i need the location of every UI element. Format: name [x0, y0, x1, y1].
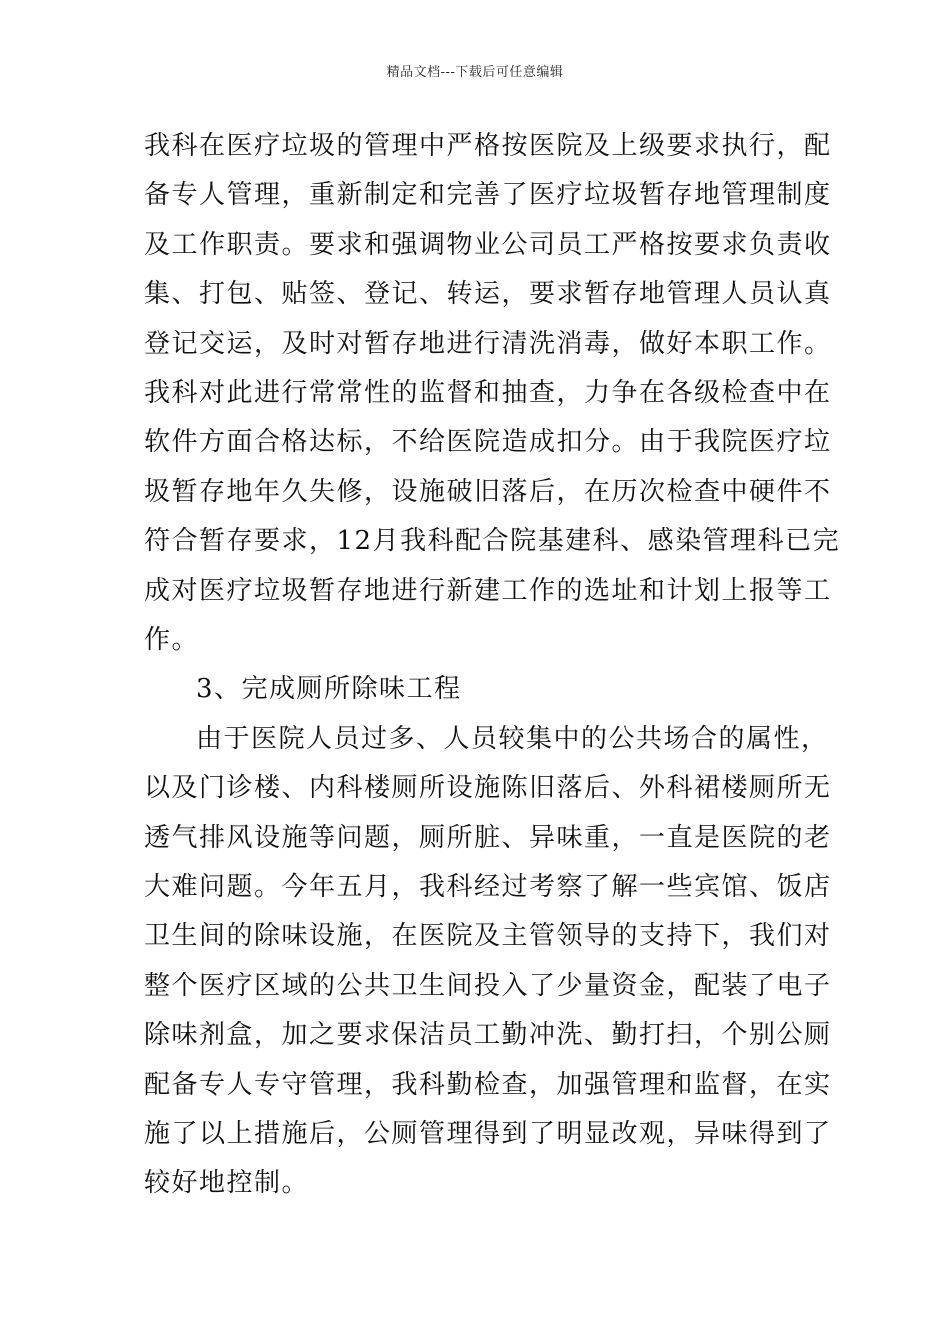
text-line: 圾暂存地年久失修，设施破旧落后，在历次检查中硬件不: [144, 476, 832, 507]
text-line: 大难问题。今年五月，我科经过考察了解一些宾馆、饭店: [144, 872, 832, 902]
text-line: 成对医疗垃圾暂存地进行新建工作的选址和计划上报等工: [144, 575, 832, 606]
text-line: 透气排风设施等问题，厕所脏、异味重，一直是医院的老: [144, 822, 832, 853]
page-header: 精品文档---下载后可任意编辑: [386, 65, 564, 80]
text-line: 登记交运，及时对暂存地进行清洗消毒，做好本职工作。: [144, 328, 832, 359]
text-line: 卫生间的除味设施，在医院及主管领导的支持下，我们对: [144, 921, 832, 952]
text-line: 3、完成厕所除味工程: [196, 674, 462, 705]
text-line: 作。: [144, 625, 200, 655]
text-line: 我科在医疗垃圾的管理中严格按医院及上级要求执行，配: [144, 131, 832, 161]
text-line: 备专人管理，重新制定和完善了医疗垃圾暂存地管理制度: [144, 180, 832, 211]
text-line: 由于医院人员过多、人员较集中的公共场合的属性，: [196, 723, 829, 754]
text-line: 符合暂存要求，12月我科配合院基建科、感染管理科已完: [144, 526, 841, 557]
text-line: 整个医疗区域的公共卫生间投入了少量资金，配装了电子: [144, 970, 832, 1001]
text-line: 软件方面合格达标，不给医院造成扣分。由于我院医疗垃: [144, 427, 832, 458]
text-line: 施了以上措施后，公厕管理得到了明显改观，异味得到了: [144, 1119, 832, 1149]
text-line: 以及门诊楼、内科楼厕所设施陈旧落后、外科裙楼厕所无: [144, 773, 832, 804]
text-line: 集、打包、贴签、登记、转运，要求暂存地管理人员认真: [144, 279, 832, 310]
text-line: 及工作职责。要求和强调物业公司员工严格按要求负责收: [144, 229, 832, 260]
text-line: 较好地控制。: [144, 1168, 310, 1199]
text-line: 配备专人专守管理，我科勤检查，加强管理和监督，在实: [144, 1069, 832, 1100]
text-line: 我科对此进行常常性的监督和抽查，力争在各级检查中在: [144, 378, 832, 408]
text-line: 除味剂盒，加之要求保洁员工勤冲洗、勤打扫，个别公厕: [144, 1020, 832, 1051]
